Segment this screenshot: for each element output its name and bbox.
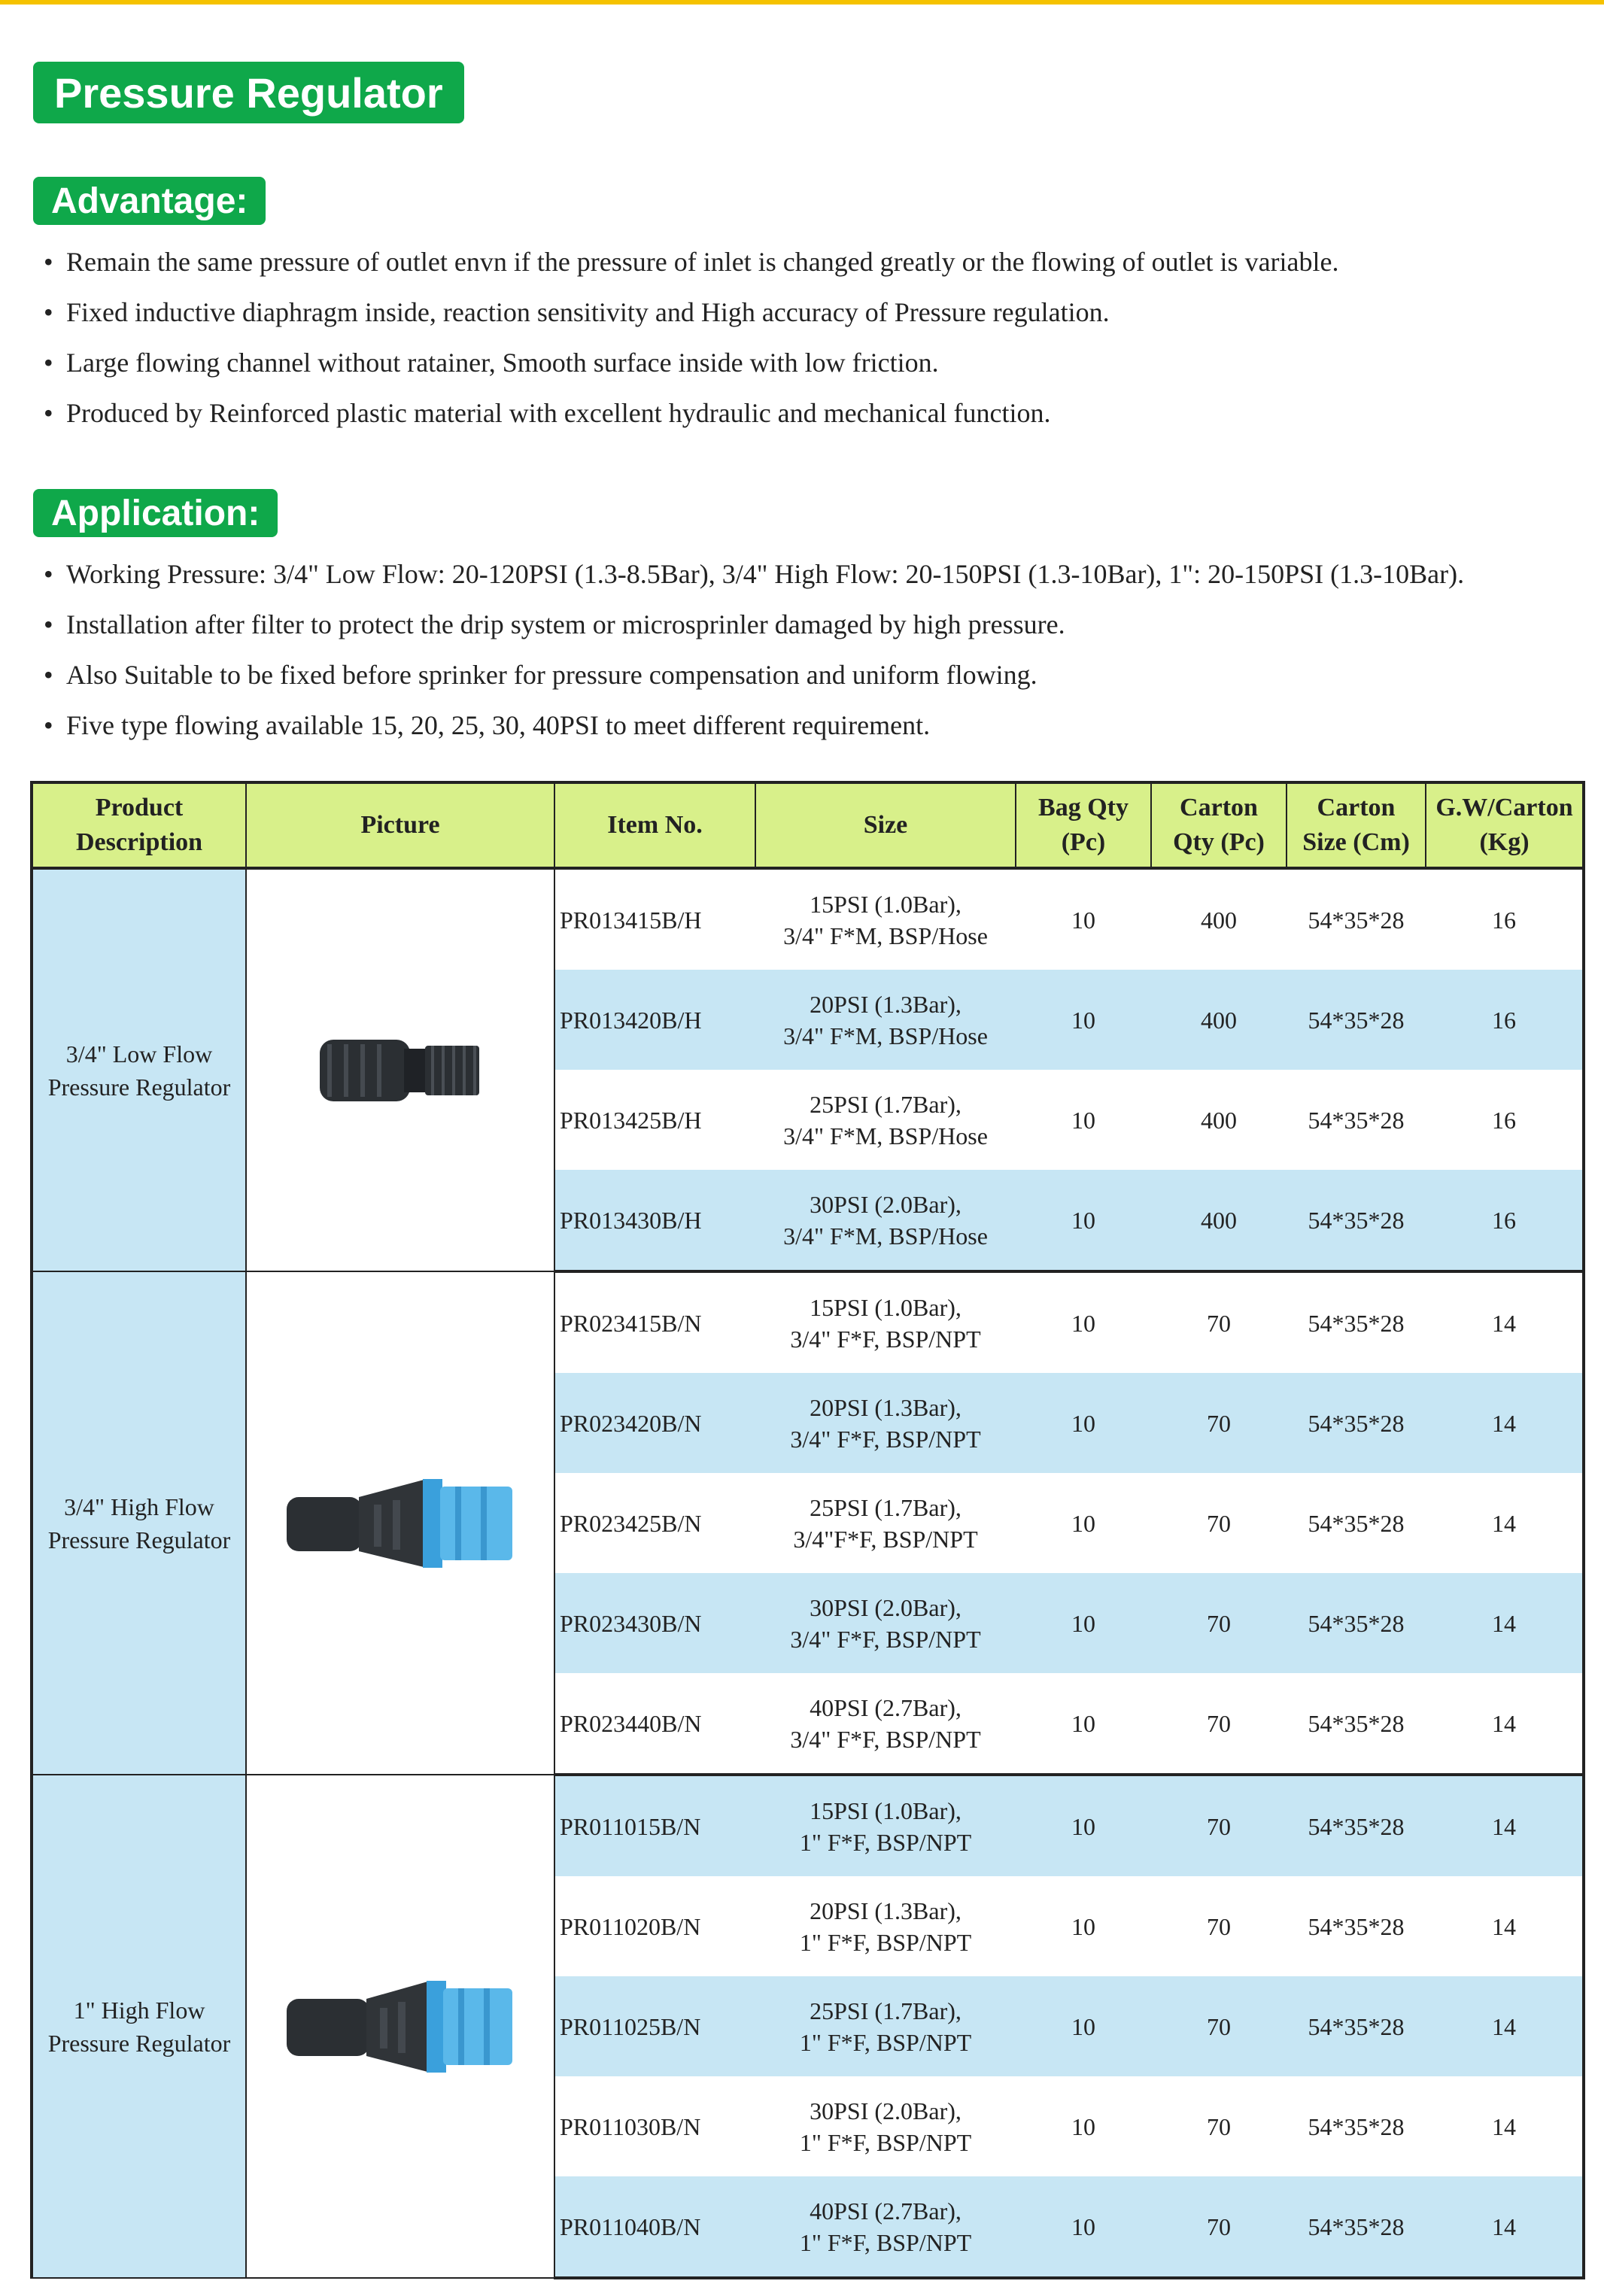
carton-size-cell: 54*35*28 bbox=[1287, 1473, 1426, 1573]
header-bag-qty: Bag Qty (Pc) bbox=[1016, 782, 1151, 868]
carton-qty-cell: 70 bbox=[1151, 2176, 1287, 2278]
item-no-cell: PR011015B/N bbox=[554, 1775, 755, 1876]
bag-qty-cell: 10 bbox=[1016, 1673, 1151, 1775]
gw-carton-cell: 14 bbox=[1426, 2076, 1584, 2176]
gw-carton-cell: 14 bbox=[1426, 2176, 1584, 2278]
table-row bbox=[32, 1271, 1584, 1373]
high-flow-regulator-icon bbox=[247, 1474, 554, 1572]
item-no-cell: PR023415B/N bbox=[554, 1271, 755, 1373]
size-cell: 15PSI (1.0Bar), 3/4" F*F, BSP/NPT bbox=[755, 1271, 1016, 1373]
gw-carton-cell: 16 bbox=[1426, 868, 1584, 970]
table-header-row bbox=[32, 782, 1584, 868]
carton-qty-cell: 70 bbox=[1151, 1473, 1287, 1573]
item-no-cell: PR013425B/H bbox=[554, 1070, 755, 1170]
gw-carton-cell: 14 bbox=[1426, 1673, 1584, 1775]
list-item: • Working Pressure: 3/4" Low Flow: 20-120PSI (1.3-8.5Bar), 3/4" High Flow: 20-150PSI (1.3-10Bar), 1": 20-150PSI (1.3-10Bar). bbox=[44, 549, 1464, 600]
carton-qty-cell: 400 bbox=[1151, 868, 1287, 970]
item-no-cell: PR023420B/N bbox=[554, 1373, 755, 1473]
size-cell: 40PSI (2.7Bar), 1" F*F, BSP/NPT bbox=[755, 2176, 1016, 2278]
carton-qty-cell: 400 bbox=[1151, 1170, 1287, 1271]
carton-size-cell: 54*35*28 bbox=[1287, 1271, 1426, 1373]
carton-size-cell: 54*35*28 bbox=[1287, 1373, 1426, 1473]
product-spec-table bbox=[30, 781, 1585, 2279]
gw-carton-cell: 14 bbox=[1426, 1876, 1584, 1976]
item-no-cell: PR023440B/N bbox=[554, 1673, 755, 1775]
header-gw-carton: G.W/Carton (Kg) bbox=[1426, 782, 1584, 868]
size-cell: 30PSI (2.0Bar), 3/4" F*F, BSP/NPT bbox=[755, 1573, 1016, 1673]
header-carton-size: Carton Size (Cm) bbox=[1287, 782, 1426, 868]
carton-size-cell: 54*35*28 bbox=[1287, 1070, 1426, 1170]
gw-carton-cell: 16 bbox=[1426, 1170, 1584, 1271]
item-no-cell: PR011040B/N bbox=[554, 2176, 755, 2278]
header-product-description: Product Description bbox=[32, 782, 246, 868]
one-inch-regulator-icon bbox=[247, 1978, 554, 2076]
gw-carton-cell: 16 bbox=[1426, 1070, 1584, 1170]
bag-qty-cell: 10 bbox=[1016, 1070, 1151, 1170]
list-item: • Installation after filter to protect the drip system or microsprinler damaged by high pressure. bbox=[44, 600, 1464, 650]
product-description-cell: 1" High Flow Pressure Regulator bbox=[32, 1775, 246, 2278]
bag-qty-cell: 10 bbox=[1016, 868, 1151, 970]
product-picture-cell bbox=[246, 1775, 554, 2278]
page-title: Pressure Regulator bbox=[33, 62, 464, 123]
gw-carton-cell: 14 bbox=[1426, 1775, 1584, 1876]
bag-qty-cell: 10 bbox=[1016, 970, 1151, 1070]
item-no-cell: PR011020B/N bbox=[554, 1876, 755, 1976]
size-cell: 25PSI (1.7Bar), 3/4" F*M, BSP/Hose bbox=[755, 1070, 1016, 1170]
item-no-cell: PR023430B/N bbox=[554, 1573, 755, 1673]
list-item: • Five type flowing available 15, 20, 25, 30, 40PSI to meet different requirement. bbox=[44, 700, 1464, 751]
header-carton-qty: Carton Qty (Pc) bbox=[1151, 782, 1287, 868]
carton-size-cell: 54*35*28 bbox=[1287, 1170, 1426, 1271]
carton-qty-cell: 70 bbox=[1151, 1573, 1287, 1673]
carton-qty-cell: 70 bbox=[1151, 1976, 1287, 2076]
item-no-cell: PR013430B/H bbox=[554, 1170, 755, 1271]
header-size: Size bbox=[755, 782, 1016, 868]
bag-qty-cell: 10 bbox=[1016, 2076, 1151, 2176]
size-cell: 20PSI (1.3Bar), 3/4" F*F, BSP/NPT bbox=[755, 1373, 1016, 1473]
size-cell: 30PSI (2.0Bar), 3/4" F*M, BSP/Hose bbox=[755, 1170, 1016, 1271]
table-row bbox=[32, 868, 1584, 970]
carton-qty-cell: 70 bbox=[1151, 1373, 1287, 1473]
carton-size-cell: 54*35*28 bbox=[1287, 2176, 1426, 2278]
table-row bbox=[32, 1775, 1584, 1876]
size-cell: 15PSI (1.0Bar), 3/4" F*M, BSP/Hose bbox=[755, 868, 1016, 970]
gw-carton-cell: 14 bbox=[1426, 1373, 1584, 1473]
bag-qty-cell: 10 bbox=[1016, 1976, 1151, 2076]
bag-qty-cell: 10 bbox=[1016, 1271, 1151, 1373]
bag-qty-cell: 10 bbox=[1016, 1473, 1151, 1573]
carton-size-cell: 54*35*28 bbox=[1287, 1976, 1426, 2076]
list-item: • Produced by Reinforced plastic material with excellent hydraulic and mechanical function. bbox=[44, 388, 1339, 439]
bag-qty-cell: 10 bbox=[1016, 1775, 1151, 1876]
size-cell: 25PSI (1.7Bar), 3/4"F*F, BSP/NPT bbox=[755, 1473, 1016, 1573]
top-accent-bar bbox=[0, 0, 1604, 5]
product-picture-cell bbox=[246, 868, 554, 1271]
size-cell: 25PSI (1.7Bar), 1" F*F, BSP/NPT bbox=[755, 1976, 1016, 2076]
product-description-cell: 3/4" Low Flow Pressure Regulator bbox=[32, 868, 246, 1271]
carton-size-cell: 54*35*28 bbox=[1287, 1876, 1426, 1976]
advantage-heading: Advantage: bbox=[33, 177, 266, 225]
gw-carton-cell: 14 bbox=[1426, 1473, 1584, 1573]
low-flow-regulator-icon bbox=[247, 1029, 554, 1112]
carton-qty-cell: 70 bbox=[1151, 2076, 1287, 2176]
item-no-cell: PR013420B/H bbox=[554, 970, 755, 1070]
bag-qty-cell: 10 bbox=[1016, 2176, 1151, 2278]
size-cell: 30PSI (2.0Bar), 1" F*F, BSP/NPT bbox=[755, 2076, 1016, 2176]
item-no-cell: PR013415B/H bbox=[554, 868, 755, 970]
item-no-cell: PR023425B/N bbox=[554, 1473, 755, 1573]
carton-size-cell: 54*35*28 bbox=[1287, 1573, 1426, 1673]
list-item: • Fixed inductive diaphragm inside, reaction sensitivity and High accuracy of Pressure regulation. bbox=[44, 287, 1339, 338]
carton-qty-cell: 70 bbox=[1151, 1775, 1287, 1876]
size-cell: 20PSI (1.3Bar), 1" F*F, BSP/NPT bbox=[755, 1876, 1016, 1976]
gw-carton-cell: 14 bbox=[1426, 1271, 1584, 1373]
carton-qty-cell: 70 bbox=[1151, 1673, 1287, 1775]
list-item: • Large flowing channel without ratainer, Smooth surface inside with low friction. bbox=[44, 338, 1339, 388]
carton-qty-cell: 70 bbox=[1151, 1876, 1287, 1976]
list-item: • Remain the same pressure of outlet envn if the pressure of inlet is changed greatly or the flowing of outlet is variable. bbox=[44, 237, 1339, 287]
header-picture: Picture bbox=[246, 782, 554, 868]
bag-qty-cell: 10 bbox=[1016, 1373, 1151, 1473]
gw-carton-cell: 14 bbox=[1426, 1976, 1584, 2076]
carton-size-cell: 54*35*28 bbox=[1287, 2076, 1426, 2176]
gw-carton-cell: 16 bbox=[1426, 970, 1584, 1070]
size-cell: 15PSI (1.0Bar), 1" F*F, BSP/NPT bbox=[755, 1775, 1016, 1876]
size-cell: 20PSI (1.3Bar), 3/4" F*M, BSP/Hose bbox=[755, 970, 1016, 1070]
header-item-no: Item No. bbox=[554, 782, 755, 868]
application-heading: Application: bbox=[33, 489, 278, 537]
size-cell: 40PSI (2.7Bar), 3/4" F*F, BSP/NPT bbox=[755, 1673, 1016, 1775]
carton-size-cell: 54*35*28 bbox=[1287, 1673, 1426, 1775]
carton-size-cell: 54*35*28 bbox=[1287, 868, 1426, 970]
bag-qty-cell: 10 bbox=[1016, 1573, 1151, 1673]
application-list bbox=[44, 549, 1464, 751]
product-picture-cell bbox=[246, 1271, 554, 1775]
gw-carton-cell: 14 bbox=[1426, 1573, 1584, 1673]
carton-qty-cell: 70 bbox=[1151, 1271, 1287, 1373]
product-description-cell: 3/4" High Flow Pressure Regulator bbox=[32, 1271, 246, 1775]
item-no-cell: PR011025B/N bbox=[554, 1976, 755, 2076]
bag-qty-cell: 10 bbox=[1016, 1170, 1151, 1271]
item-no-cell: PR011030B/N bbox=[554, 2076, 755, 2176]
advantage-list bbox=[44, 237, 1339, 439]
carton-qty-cell: 400 bbox=[1151, 970, 1287, 1070]
carton-size-cell: 54*35*28 bbox=[1287, 970, 1426, 1070]
list-item: • Also Suitable to be fixed before sprinker for pressure compensation and uniform flowing. bbox=[44, 650, 1464, 700]
bag-qty-cell: 10 bbox=[1016, 1876, 1151, 1976]
carton-size-cell: 54*35*28 bbox=[1287, 1775, 1426, 1876]
carton-qty-cell: 400 bbox=[1151, 1070, 1287, 1170]
